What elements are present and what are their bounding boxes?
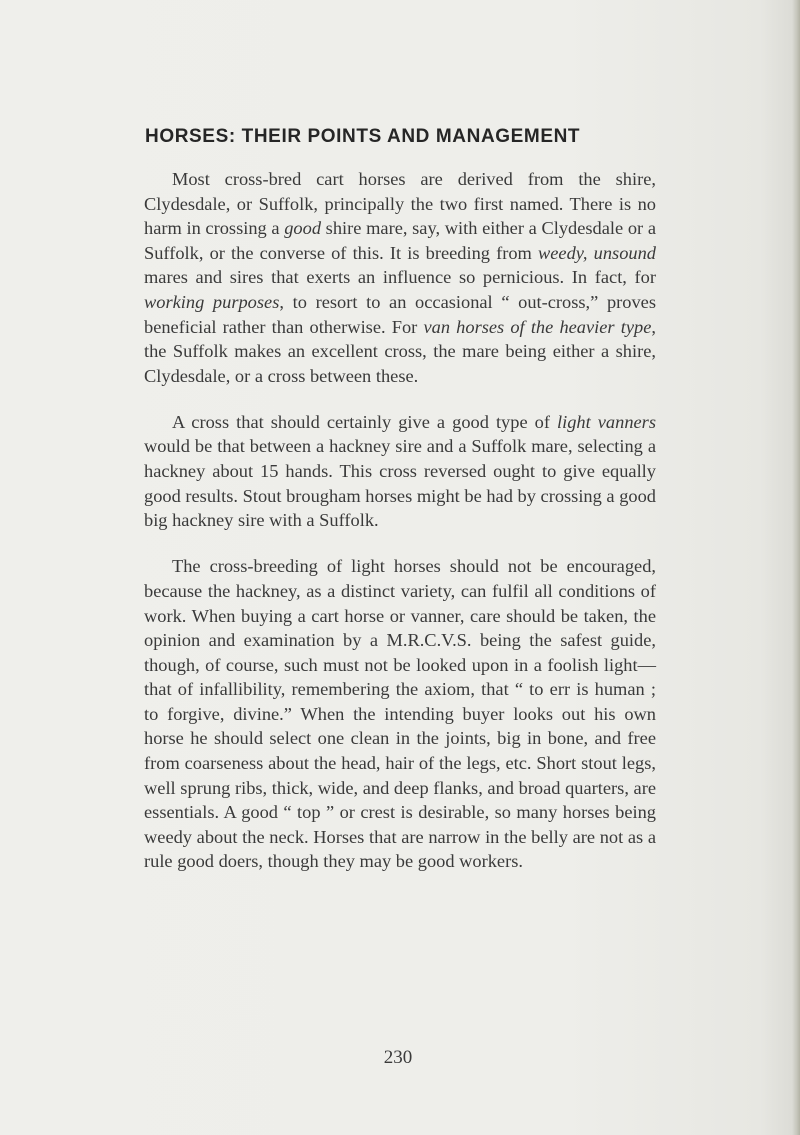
text-run: , the Suffolk makes an excellent cross, the mare being either a shire, Clydesdale, or a cross between these.: [144, 316, 656, 386]
text-run: would be that between a hackney sire and a Suffolk mare, selecting a hackney about 15 hands. This cross reversed ought to give equally good results. Stout brougham horses might be had by crossing a good big hackney sire with a Suffolk.: [144, 436, 656, 531]
italic-phrase: van horses of the heavier type: [423, 316, 652, 337]
page-edge-shadow: [792, 0, 800, 1135]
paragraph-1: [144, 167, 656, 388]
text-run: The cross-breeding of light horses should not be encouraged, because the hackney, as a distinct variety, can fulfil all conditions of work. When buying a cart horse or vanner, care should be taken, the opinion and examination by a M.R.C.V.S. being the safest guide, though, of course, such must not be looked upon in a foolish light—that of infallibility, remembering the axiom, that “ to err is human ; to forgive, divine.” When the intending buyer looks out his own horse he should select one clean in the joints, big in bone, and free from coarseness about the head, hair of the legs, etc. Short stout legs, well sprung ribs, thick, wide, and deep flanks, and broad quarters, are essentials. A good “ top ” or crest is desirable, so many horses being weedy about the neck. Horses that are narrow in the belly are not as a rule good doers, though they may be good workers.: [144, 556, 656, 872]
italic-phrase: weedy, unsound: [538, 242, 656, 263]
paragraph-2: [144, 410, 656, 533]
text-run: A cross that should certainly give a good type of: [172, 411, 558, 432]
text-run: shire mare, say, with either a Clydesdale or a Suffolk, or the converse of this. It is breeding from: [144, 218, 656, 263]
paragraph-3: [144, 554, 656, 874]
text-run: Most cross-bred cart horses are derived from the shire, Clydesdale, or Suffolk, principally the two first named. There is no harm in crossing a: [144, 169, 656, 239]
italic-phrase: working purposes: [144, 291, 280, 312]
page-number: 230: [383, 1047, 413, 1068]
body-text: [144, 167, 656, 874]
italic-phrase: light vanners: [557, 411, 656, 432]
italic-phrase: good: [284, 218, 322, 239]
text-run: , to resort to an occasional “ out-cross,” proves beneficial rather than otherwise. For: [144, 291, 656, 337]
running-head: HORSES: THEIR POINTS AND MANAGEMENT: [145, 126, 581, 147]
text-run: mares and sires that exerts an influence so pernicious. In fact, for: [144, 267, 656, 288]
